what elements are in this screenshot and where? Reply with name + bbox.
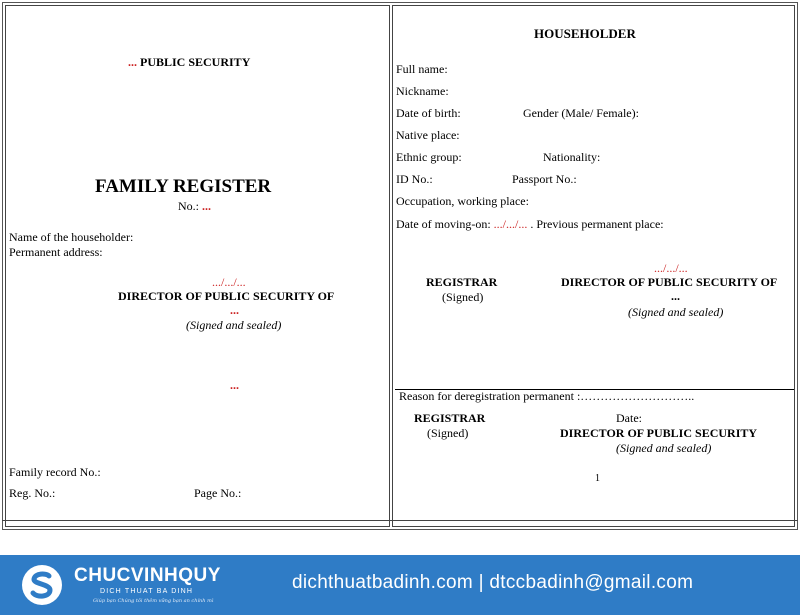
moving-on-value: .../.../... xyxy=(493,217,528,231)
register-number-line xyxy=(178,199,211,213)
full-name-label: Full name: xyxy=(396,62,448,76)
left-signature-note: (Signed and sealed) xyxy=(186,318,282,332)
bottom-rule xyxy=(2,520,798,521)
brand-subtitle: DICH THUAT BA DINH xyxy=(100,588,194,595)
brand-slogan: Giúp bạn Chúng tôi thêm vững bạn an chính mì xyxy=(93,598,214,604)
page-number: 1 xyxy=(595,473,600,484)
registrar-signed: (Signed) xyxy=(442,290,484,304)
brand-name: CHUCVINHQUY xyxy=(74,565,221,586)
gender-label: Gender (Male/ Female): xyxy=(523,106,639,120)
moving-on-label: Date of moving-on: xyxy=(396,217,491,231)
dereg-registrar-label: REGISTRAR xyxy=(414,411,486,425)
document-title: FAMILY REGISTER xyxy=(95,176,272,197)
document-scan xyxy=(2,2,798,530)
householder-name-label: Name of the householder: xyxy=(9,230,134,244)
authority-line xyxy=(128,55,250,69)
dereg-director-title: DIRECTOR OF PUBLIC SECURITY xyxy=(560,426,758,440)
left-middle-placeholder: ... xyxy=(230,378,239,392)
left-director-place: ... xyxy=(230,303,239,317)
right-director-title: DIRECTOR OF PUBLIC SECURITY OF xyxy=(561,275,778,289)
deregistration-reason: Reason for deregistration permanent :……………………….. xyxy=(399,389,695,403)
right-signature-note: (Signed and sealed) xyxy=(628,305,724,319)
right-page-frame xyxy=(392,5,795,527)
register-number-value: ... xyxy=(202,199,211,213)
dereg-signature-note: (Signed and sealed) xyxy=(616,441,712,455)
brand-logo-icon xyxy=(22,565,62,605)
dereg-date-label: Date: xyxy=(616,411,642,425)
passport-number-label: Passport No.: xyxy=(512,172,577,186)
family-record-label: Family record No.: xyxy=(9,465,101,479)
page-number-label: Page No.: xyxy=(194,486,242,500)
footer-contact: dichthuatbadinh.com | dtccbadinh@gmail.com xyxy=(292,572,694,593)
permanent-address-label: Permanent address: xyxy=(9,245,103,259)
nickname-label: Nickname: xyxy=(396,84,449,98)
register-number-label: No.: xyxy=(178,199,199,213)
ethnic-group-label: Ethnic group: xyxy=(396,150,462,164)
reg-number-label: Reg. No.: xyxy=(9,486,56,500)
moving-on-line xyxy=(396,217,664,231)
left-page-frame xyxy=(5,5,390,527)
footer-banner xyxy=(0,555,800,615)
previous-place-label: . Previous permanent place: xyxy=(530,217,664,231)
nationality-label: Nationality: xyxy=(543,150,601,164)
native-place-label: Native place: xyxy=(396,128,460,142)
left-date-placeholder: .../.../... xyxy=(212,275,246,289)
dob-label: Date of birth: xyxy=(396,106,461,120)
registrar-label: REGISTRAR xyxy=(426,275,498,289)
authority-text: PUBLIC SECURITY xyxy=(140,55,251,69)
id-number-label: ID No.: xyxy=(396,172,433,186)
right-director-place: ... xyxy=(671,289,680,303)
left-director-title: DIRECTOR OF PUBLIC SECURITY OF xyxy=(118,289,335,303)
householder-heading: HOUSEHOLDER xyxy=(534,26,636,41)
right-date-placeholder: .../.../... xyxy=(654,261,688,275)
dereg-registrar-signed: (Signed) xyxy=(427,426,469,440)
authority-ellipsis: ... xyxy=(128,55,137,69)
occupation-label: Occupation, working place: xyxy=(396,194,529,208)
